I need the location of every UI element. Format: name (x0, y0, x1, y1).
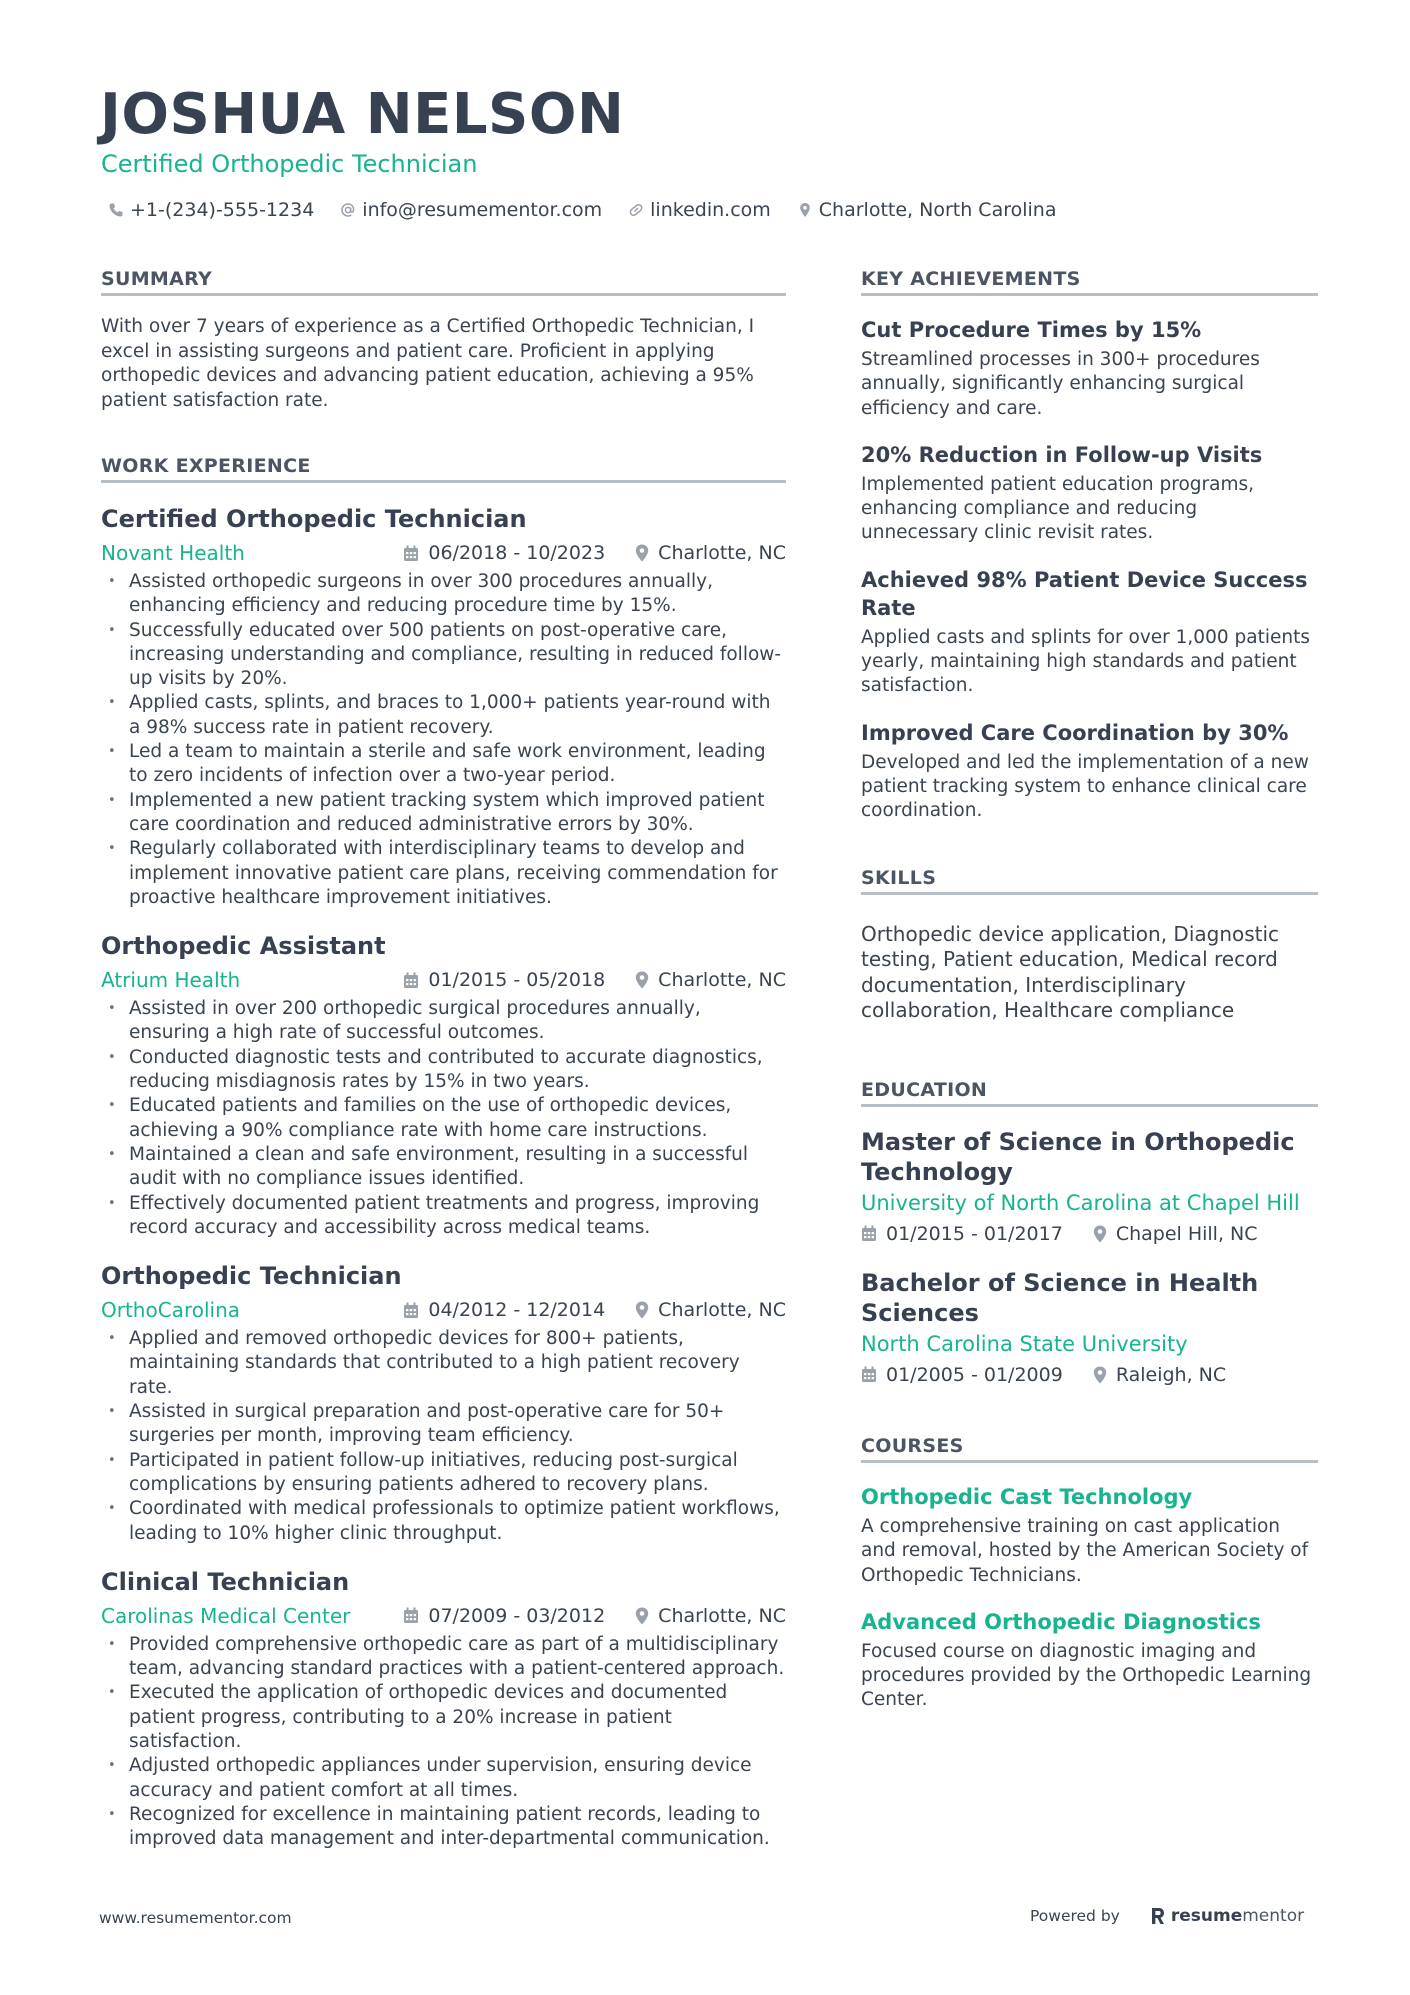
job-entry (101, 504, 786, 910)
course-item (861, 1483, 1318, 1588)
footer-branding (1030, 1906, 1304, 1926)
course-title: Advanced Orthopedic Diagnostics (861, 1609, 1261, 1634)
achievement-title: Cut Procedure Times by 15% (861, 318, 1202, 342)
job-bullet: • Assisted in over 200 orthopedic surgical procedures annually, ensuring a high rate of successful outcomes. (101, 997, 786, 1046)
job-dates (403, 542, 605, 564)
job-bullets (101, 570, 786, 910)
education-location (1093, 1223, 1258, 1245)
job-bullet: • Adjusted orthopedic appliances under supervision, ensuring device accuracy and patient comfort at all times. (101, 1754, 786, 1803)
email-text: info@resumementor.com (362, 199, 603, 221)
brand-bold-text: resume (1170, 1906, 1243, 1926)
location-pin-icon (1093, 1366, 1107, 1384)
brand-light-text: mentor (1242, 1906, 1305, 1926)
job-bullet: • Participated in patient follow-up initiatives, reducing post-surgical complications by ensuring patients adhered to recovery plans. (101, 1449, 786, 1498)
candidate-name: JOSHUA NELSON (100, 82, 625, 147)
linkedin-text: linkedin.com (650, 199, 771, 221)
calendar-icon (403, 1607, 419, 1624)
job-meta (101, 966, 786, 994)
job-bullet: • Recognized for excellence in maintaining patient records, leading to improved data management and inter-departmental communication. (101, 1803, 786, 1852)
job-title: Orthopedic Assistant (101, 932, 386, 961)
education-degree: Bachelor of Science in Health Sciences (861, 1268, 1259, 1327)
job-bullet: • Maintained a clean and safe environment, resulting in a successful audit with no compliance issues identified. (101, 1143, 786, 1192)
job-bullet: • Effectively documented patient treatments and progress, improving record accuracy and accessibility across medical teams. (101, 1192, 786, 1241)
phone-icon (108, 202, 124, 218)
calendar-icon (403, 972, 419, 989)
education-meta (861, 1361, 1318, 1389)
job-title: Clinical Technician (101, 1567, 350, 1596)
job-bullet: • Regularly collaborated with interdisciplinary teams to develop and implement innovative patient care plans, receiving commendation for proactive healthcare improvement initiatives. (101, 837, 786, 910)
achievements-section (861, 268, 1318, 824)
job-location-text: Charlotte, NC (658, 542, 786, 564)
job-bullet: • Assisted orthopedic surgeons in over 300 procedures annually, enhancing efficiency and reducing procedure time by 15%. (101, 570, 786, 619)
education-location-text: Chapel Hill, NC (1115, 1222, 1258, 1245)
achievement-title: 20% Reduction in Follow-up Visits (861, 442, 1263, 467)
job-location-text: Charlotte, NC (658, 1299, 786, 1322)
education-dates-text: 01/2015 - 01/2017 (886, 1222, 1063, 1245)
job-bullet: • Implemented a new patient tracking system which improved patient care coordination and reduced administrative errors by 30%. (101, 789, 786, 838)
achievement-description: Implemented patient education programs, enhancing compliance and reducing unnecessary clinic revisit rates. (861, 473, 1255, 544)
education-item (861, 1268, 1318, 1389)
resumementor-logo-icon (1150, 1906, 1166, 1926)
job-dates (403, 1299, 605, 1321)
phone-text: +1-(234)-555-1234 (130, 199, 315, 221)
job-bullet: • Applied and removed orthopedic devices for 800+ patients, maintaining standards that contributed to a high patient recovery rate. (101, 1327, 786, 1400)
calendar-icon (403, 1302, 419, 1319)
job-location (635, 969, 786, 991)
brand-logo[interactable] (1150, 1906, 1304, 1926)
education-list (861, 1127, 1318, 1389)
education-school: University of North Carolina at Chapel Hill (861, 1190, 1300, 1215)
job-bullet: • Coordinated with medical professionals to optimize patient workflows, leading to 10% higher clinic throughput. (101, 1497, 786, 1546)
job-entry (101, 1261, 786, 1546)
job-location (635, 1299, 786, 1321)
job-entry (101, 1567, 786, 1852)
job-meta (101, 1602, 786, 1630)
education-dates-text: 01/2005 - 01/2009 (886, 1363, 1063, 1386)
job-bullet: • Led a team to maintain a sterile and safe work environment, leading to zero incidents of infection over a two-year period. (101, 740, 786, 789)
job-bullet: • Executed the application of orthopedic devices and documented patient progress, contributing to a 20% increase in patient satisfaction. (101, 1681, 786, 1754)
contact-bar (108, 199, 1056, 221)
job-meta (101, 539, 786, 567)
education-location-text: Raleigh, NC (1115, 1363, 1227, 1386)
job-entry (101, 931, 786, 1240)
job-bullet: • Assisted in surgical preparation and post-operative care for 50+ surgeries per month, improving team efficiency. (101, 1400, 786, 1449)
education-dates (861, 1223, 1063, 1245)
at-icon (340, 202, 356, 218)
education-degree: Master of Science in Orthopedic Technology (861, 1127, 1295, 1186)
location-pin-icon (1093, 1225, 1107, 1243)
skills-section (861, 867, 1318, 1024)
skills-heading: SKILLS (861, 867, 1318, 895)
summary-heading: SUMMARY (101, 268, 786, 296)
education-heading: EDUCATION (861, 1079, 1318, 1107)
company-name: OrthoCarolina (101, 1298, 241, 1323)
location-pin-icon (635, 1607, 649, 1625)
job-bullet: • Provided comprehensive orthopedic care as part of a multidisciplinary team, advancing standard practices with a patient-centered approach. (101, 1633, 786, 1682)
achievement-title: Improved Care Coordination by 30% (861, 720, 1289, 745)
right-column (861, 268, 1318, 1713)
job-meta (101, 1296, 786, 1324)
location-pin-icon (635, 544, 649, 562)
job-dates (403, 1605, 605, 1627)
achievement-item (861, 441, 1318, 546)
achievements-heading: KEY ACHIEVEMENTS (861, 268, 1318, 296)
summary-text: With over 7 years of experience as a Certified Orthopedic Technician, I excel in assisting surgeons and patient care. Proficient in applying orthopedic devices and advancing patient education, achieving a 95% patient satisfaction rate. (101, 316, 755, 411)
job-bullet: • Educated patients and families on the use of orthopedic devices, achieving a 90% compliance rate with home care instructions. (101, 1094, 786, 1143)
job-bullets (101, 1327, 786, 1546)
courses-heading: COURSES (861, 1435, 1318, 1463)
achievement-description: Applied casts and splints for over 1,000 patients yearly, maintaining high standards and patient satisfaction. (861, 626, 1310, 697)
course-item (861, 1608, 1318, 1713)
contact-phone[interactable] (108, 199, 314, 221)
job-location-text: Charlotte, NC (658, 969, 786, 992)
powered-by-text: Powered by (1030, 1907, 1120, 1925)
location-pin-icon (635, 971, 649, 989)
course-title: Orthopedic Cast Technology (861, 1484, 1193, 1509)
skills-text: Orthopedic device application, Diagnostic testing, Patient education, Medical record documentation, Interdisciplinary collaboration, Healthcare compliance (861, 921, 1280, 1023)
course-description: Focused course on diagnostic imaging and procedures provided by the Orthopedic Learning Center. (861, 1640, 1312, 1711)
job-bullets (101, 997, 786, 1240)
job-location (635, 1605, 786, 1627)
job-title: Orthopedic Technician (101, 1262, 402, 1291)
education-dates (861, 1364, 1063, 1386)
achievement-item (861, 719, 1318, 824)
calendar-icon (861, 1366, 877, 1383)
job-dates-text: 07/2009 - 03/2012 (428, 1604, 606, 1627)
education-school: North Carolina State University (861, 1331, 1188, 1356)
achievement-list (861, 316, 1318, 824)
calendar-icon (861, 1225, 877, 1242)
job-location (635, 542, 786, 564)
left-column (101, 268, 786, 1851)
education-section (861, 1079, 1318, 1389)
contact-location (797, 199, 1057, 221)
job-bullet: • Applied casts, splints, and braces to 1,000+ patients year-round with a 98% success rate in patient recovery. (101, 691, 786, 740)
job-title: Certified Orthopedic Technician (101, 505, 527, 533)
education-location (1093, 1364, 1226, 1386)
achievement-description: Streamlined processes in 300+ procedures annually, significantly enhancing surgical efficiency and care. (861, 349, 1260, 419)
job-dates-text: 01/2015 - 05/2018 (428, 969, 606, 992)
course-list (861, 1483, 1318, 1713)
footer-website[interactable]: www.resumementor.com (99, 1909, 292, 1927)
link-icon (628, 202, 644, 218)
experience-section (101, 455, 786, 1851)
location-pin-icon (797, 202, 813, 218)
calendar-icon (403, 545, 419, 562)
job-bullet: • Conducted diagnostic tests and contributed to accurate diagnostics, reducing misdiagnosis rates by 15% in two years. (101, 1046, 786, 1095)
job-dates (403, 969, 605, 991)
company-name: Carolinas Medical Center (101, 1603, 351, 1628)
job-bullet: • Successfully educated over 500 patients on post-operative care, increasing understanding and compliance, resulting in reduced follow-up visits by 20%. (101, 619, 786, 692)
company-name: Atrium Health (101, 968, 241, 993)
achievement-title: Achieved 98% Patient Device Success Rate (861, 567, 1308, 620)
summary-section (101, 268, 786, 413)
achievement-item (861, 316, 1318, 421)
job-bullets (101, 1633, 786, 1852)
job-list (101, 504, 786, 1851)
job-dates-text: 06/2018 - 10/2023 (428, 542, 606, 564)
courses-section (861, 1435, 1318, 1713)
achievement-item (861, 566, 1318, 699)
job-location-text: Charlotte, NC (658, 1604, 786, 1627)
course-description: A comprehensive training on cast application and removal, hosted by the American Society of Orthopedic Technicians. (861, 1515, 1309, 1586)
candidate-headline: Certified Orthopedic Technician (101, 150, 478, 178)
achievement-description: Developed and led the implementation of a new patient tracking system to enhance clinical care coordination. (861, 751, 1309, 822)
location-pin-icon (635, 1301, 649, 1319)
contact-linkedin[interactable] (628, 199, 771, 221)
contact-email[interactable] (340, 199, 602, 221)
company-name: Novant Health (101, 541, 245, 565)
education-item (861, 1127, 1318, 1248)
location-text: Charlotte, North Carolina (818, 199, 1057, 221)
experience-heading: WORK EXPERIENCE (101, 455, 786, 483)
education-meta (861, 1220, 1318, 1248)
job-dates-text: 04/2012 - 12/2014 (428, 1299, 606, 1322)
